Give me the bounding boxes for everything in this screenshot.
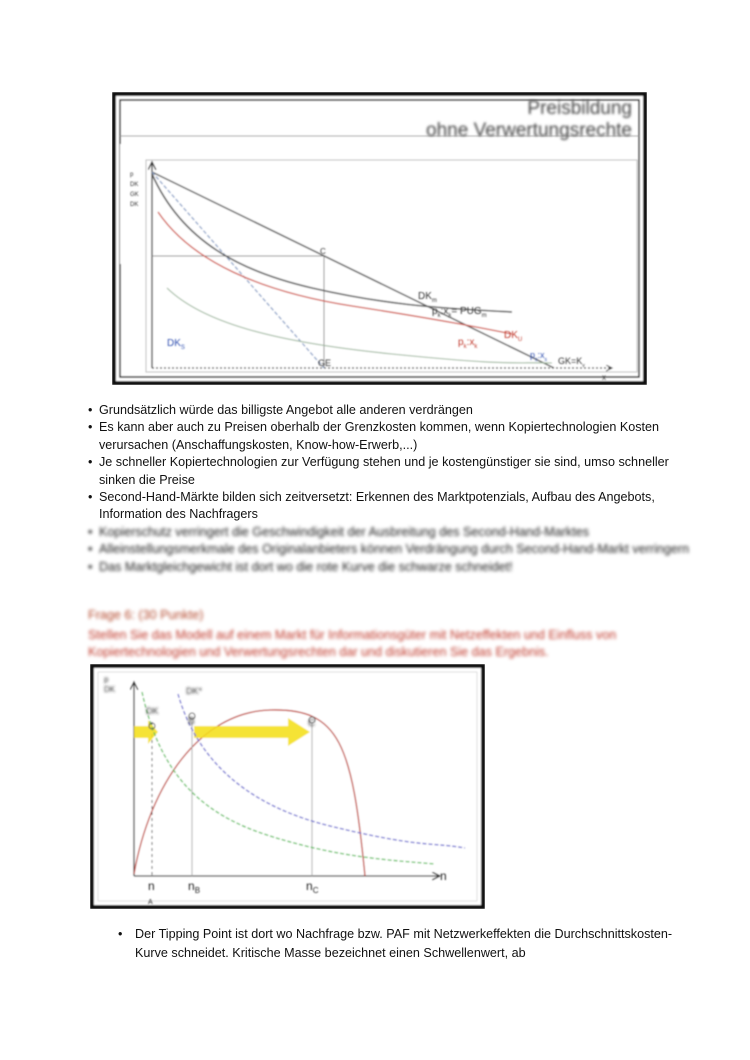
label-dku: DK [504, 330, 518, 341]
fig2-label-dk: DK [146, 706, 159, 716]
fig2-y-label-p: p [104, 675, 109, 684]
bullet-item-blurred: • Das Marktgleichgewicht ist dort wo die rote Kurve die schwarze schneidet! [88, 559, 708, 576]
y-tick-4: DK [130, 202, 139, 208]
bullet-item-blurred: • Kopierschutz verringert die Geschwindigkeit der Ausbreitung des Second-Hand-Marktes [88, 524, 708, 541]
fig2-label-b: B [188, 716, 195, 727]
label-dkm: DK [418, 291, 432, 302]
question-text: Stellen Sie das Modell auf einem Markt für Informationsgüter mit Netzeffekten und Einfluss von Kopiertechnologien und Verwertungsrechten dar und diskutieren Sie das Ergebnis. [88, 628, 617, 659]
fig2-label-n: n [440, 869, 447, 883]
svg-text:pk:xk: $p_k:x_k$ [458, 337, 478, 350]
label-psxs: p [530, 350, 536, 360]
fig2-label-c: C [308, 718, 316, 729]
bullet-item-blurred: • Alleinstellungsmerkmale des Originalanbieters können Verdrängung durch Second-Hand-Markt verringern [88, 541, 708, 558]
label-dks: DK [167, 338, 181, 349]
svg-text:pk:xk= PUGm: $p_k:x_k= PUG_m$ [432, 306, 487, 319]
svg-text:DKS: $DK_S$ [167, 338, 185, 351]
bottom-bullet-list [118, 925, 678, 963]
question-title: Frage 6: (30 Punkte) [88, 608, 204, 622]
label-ge: GE [318, 358, 332, 368]
label-gk: GK=K [558, 356, 583, 366]
svg-text:DKm: $DK_m$ [418, 291, 437, 304]
svg-text:ps:xs: $p_s:x_s$ [530, 350, 548, 363]
y-tick-1: p [130, 172, 134, 178]
y-tick-3: GK [130, 192, 139, 198]
y-tick-2: DK [130, 182, 139, 188]
bullet-item: • Es kann aber auch zu Preisen oberhalb der Grenzkosten kommen, wenn Kopiertechnologien Kosten verursachen (Anschaffungskosten, Know-how-Erwerb,...) [88, 419, 708, 454]
fig2-label-dk-star: DK* [186, 686, 203, 696]
figure-network-effects [90, 664, 485, 909]
bullet-list [88, 402, 708, 576]
fig2-label-nb: n [188, 879, 195, 893]
svg-text:nB: $n_B$ [188, 879, 201, 895]
fig2-y-label-dk: DK [104, 685, 116, 694]
label-pug: p [432, 306, 438, 317]
bullet-item: • Grundsätzlich würde das billigste Angebot alle anderen verdrängen [88, 402, 708, 419]
bullet-item: • Second-Hand-Märkte bilden sich zeitversetzt: Erkennen des Marktpotenzials, Aufbau des Angebots, Information des Nachfragers [88, 489, 708, 524]
figure-preisbildung [112, 92, 647, 385]
fig2-label-na: n [148, 879, 155, 893]
figure-title-line1: Preisbildung [527, 98, 632, 119]
svg-text:nC: $n_C$ [306, 879, 319, 895]
svg-text:A: A [148, 899, 153, 906]
bullet-item: • Je schneller Kopiertechnologien zur Verfügung stehen und je kostengünstiger sie sind, umso schneller sinken die Preise [88, 454, 708, 489]
label-c: C [320, 247, 326, 256]
svg-text:DKU: $DK_U$ [504, 330, 523, 343]
label-pkxk: p [458, 337, 464, 348]
svg-text:GK=Kv: $GK=K_v$ [558, 356, 585, 369]
fig2-label-nc: n [306, 879, 313, 893]
figure-title-line2: ohne Verwertungsrechte [426, 120, 632, 141]
bottom-bullet-item: • Der Tipping Point ist dort wo Nachfrage bzw. PAF mit Netzwerkeffekten die Durchschnittskosten-Kurve schneidet. Kritische Masse bezeichnet einen Schwellenwert, ab [118, 925, 678, 963]
label-x: x [602, 373, 606, 382]
